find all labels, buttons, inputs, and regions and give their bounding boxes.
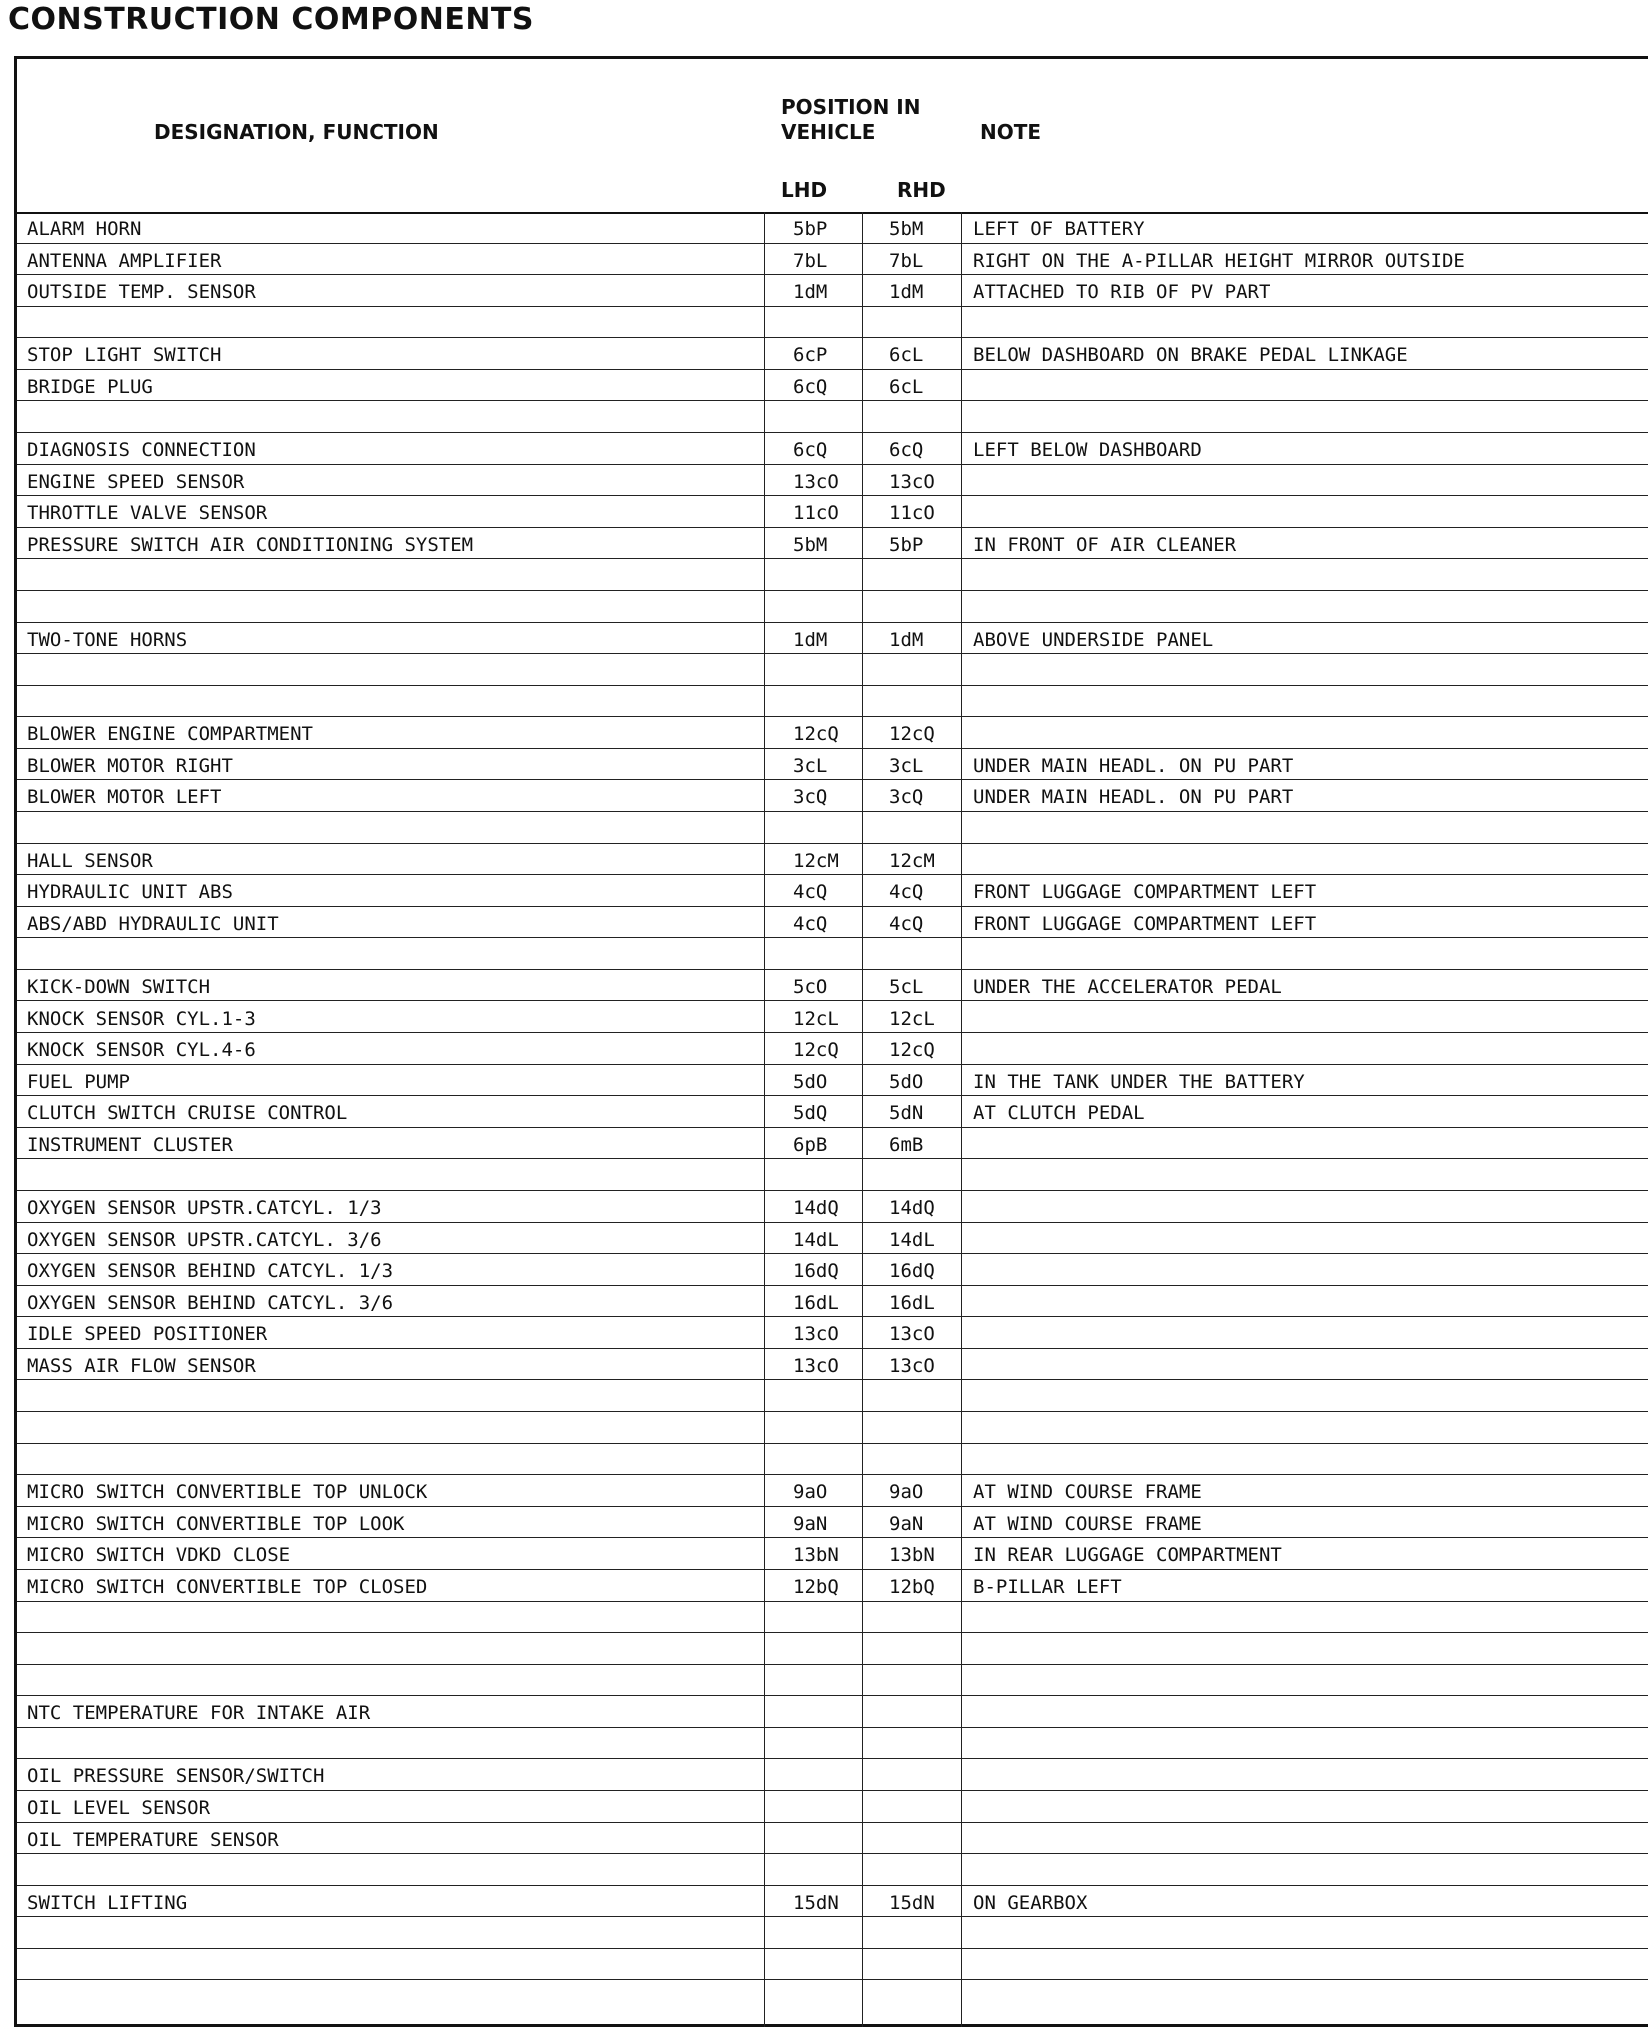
header-position-line2: VEHICLE	[781, 120, 876, 144]
lhd-position: 9aO	[793, 1481, 828, 1504]
component-note	[973, 1949, 1643, 1980]
component-name: BRIDGE PLUG	[27, 375, 153, 398]
table-row	[17, 1791, 1648, 1823]
component-note	[973, 307, 1643, 338]
component-note	[973, 1349, 1643, 1380]
rhd-position: 3cQ	[889, 786, 924, 809]
column-divider-rhd	[862, 212, 863, 2027]
component-name	[27, 686, 767, 717]
table-row	[17, 907, 1648, 939]
lhd-position: 12bQ	[793, 1575, 839, 1598]
component-note: FRONT LUGGAGE COMPARTMENT LEFT	[973, 912, 1317, 935]
rhd-position: 12cM	[889, 849, 935, 872]
lhd-position	[793, 1159, 883, 1190]
component-note	[973, 1380, 1643, 1411]
lhd-position	[793, 401, 883, 432]
table-row	[17, 1696, 1648, 1728]
lhd-position	[793, 1854, 883, 1885]
component-note: UNDER MAIN HEADL. ON PU PART	[973, 754, 1294, 777]
component-note	[973, 1159, 1643, 1190]
component-name: IDLE SPEED POSITIONER	[27, 1323, 268, 1346]
lhd-position	[793, 1728, 883, 1759]
header-designation: DESIGNATION, FUNCTION	[154, 120, 439, 144]
table-row	[17, 1002, 1648, 1034]
lhd-position	[793, 1633, 883, 1664]
lhd-position: 1dM	[793, 281, 828, 304]
table-row	[17, 559, 1648, 591]
rhd-position	[889, 401, 979, 432]
table-row	[17, 1665, 1648, 1697]
rhd-position: 1dM	[889, 628, 924, 651]
lhd-position: 13bN	[793, 1544, 839, 1567]
component-note: ATTACHED TO RIB OF PV PART	[973, 281, 1271, 304]
table-row	[17, 749, 1648, 781]
header-position-line1: POSITION IN	[781, 95, 921, 119]
component-name: KICK-DOWN SWITCH	[27, 975, 211, 998]
component-note: LEFT OF BATTERY	[973, 218, 1145, 240]
rhd-position: 14dL	[889, 1228, 935, 1251]
component-name: OIL LEVEL SENSOR	[27, 1797, 211, 1819]
table-row	[17, 970, 1648, 1002]
table-row	[17, 1759, 1648, 1791]
table-row	[17, 275, 1648, 307]
component-note	[973, 1317, 1643, 1348]
component-name: MASS AIR FLOW SENSOR	[27, 1354, 256, 1377]
rhd-position: 7bL	[889, 249, 924, 272]
component-name	[27, 938, 767, 969]
rhd-position: 14dQ	[889, 1196, 935, 1219]
component-note	[973, 370, 1643, 401]
table-row	[17, 1602, 1648, 1634]
component-note	[973, 1002, 1643, 1033]
rhd-position: 6mB	[889, 1133, 924, 1156]
lhd-position	[793, 938, 883, 969]
component-name: KNOCK SENSOR CYL.1-3	[27, 1007, 256, 1030]
rhd-position: 4cQ	[889, 881, 924, 904]
component-note	[973, 559, 1643, 590]
component-name: KNOCK SENSOR CYL.4-6	[27, 1039, 256, 1062]
component-note	[973, 1791, 1643, 1822]
lhd-position	[793, 559, 883, 590]
lhd-position	[793, 1823, 883, 1854]
rhd-position	[889, 559, 979, 590]
table-row	[17, 338, 1648, 370]
lhd-position	[793, 1380, 883, 1411]
component-note	[973, 1602, 1643, 1633]
rhd-position	[889, 1728, 979, 1759]
table-row	[17, 1159, 1648, 1191]
lhd-position: 5cO	[793, 975, 828, 998]
lhd-position: 14dQ	[793, 1196, 839, 1219]
table-row	[17, 717, 1648, 749]
table-row	[17, 1254, 1648, 1286]
component-note	[973, 1412, 1643, 1443]
component-name: OXYGEN SENSOR UPSTR.CATCYL. 1/3	[27, 1196, 382, 1219]
table-row	[17, 1538, 1648, 1570]
component-note: ON GEARBOX	[973, 1891, 1088, 1914]
rhd-position	[889, 1665, 979, 1696]
rhd-position	[889, 1696, 979, 1727]
component-name: NTC TEMPERATURE FOR INTAKE AIR	[27, 1702, 371, 1725]
component-name	[27, 1159, 767, 1190]
lhd-position	[793, 654, 883, 685]
table-row	[17, 1286, 1648, 1318]
component-name: CLUTCH SWITCH CRUISE CONTROL	[27, 1102, 348, 1125]
rhd-position	[889, 1159, 979, 1190]
lhd-position: 9aN	[793, 1512, 828, 1535]
rhd-position	[889, 1823, 979, 1854]
rhd-position: 5dN	[889, 1102, 924, 1125]
table-row	[17, 780, 1648, 812]
component-note	[973, 1633, 1643, 1664]
lhd-position: 15dN	[793, 1891, 839, 1914]
rhd-position: 6cL	[889, 344, 924, 367]
lhd-position	[793, 1759, 883, 1790]
table-row	[17, 528, 1648, 560]
component-note	[973, 686, 1643, 717]
component-name: OUTSIDE TEMP. SENSOR	[27, 281, 256, 304]
table-row	[17, 623, 1648, 655]
rhd-position	[889, 1380, 979, 1411]
component-name	[27, 1917, 767, 1948]
component-note: IN REAR LUGGAGE COMPARTMENT	[973, 1544, 1282, 1567]
component-name: BLOWER ENGINE COMPARTMENT	[27, 723, 313, 746]
component-name: ABS/ABD HYDRAULIC UNIT	[27, 912, 279, 935]
lhd-position: 3cQ	[793, 786, 828, 809]
component-note	[973, 1223, 1643, 1254]
component-note	[973, 1286, 1643, 1317]
component-name: OXYGEN SENSOR UPSTR.CATCYL. 3/6	[27, 1228, 382, 1251]
lhd-position: 13cO	[793, 470, 839, 493]
rhd-position: 3cL	[889, 754, 924, 777]
rhd-position	[889, 1917, 979, 1948]
component-note	[973, 1917, 1643, 1948]
component-note	[973, 496, 1643, 527]
component-note	[973, 591, 1643, 622]
component-note: IN THE TANK UNDER THE BATTERY	[973, 1070, 1305, 1093]
lhd-position: 5dQ	[793, 1102, 828, 1125]
component-name: SWITCH LIFTING	[27, 1891, 188, 1914]
rhd-position: 6cL	[889, 375, 924, 398]
component-name	[27, 1602, 767, 1633]
table-row	[17, 875, 1648, 907]
table-row	[17, 1317, 1648, 1349]
component-note	[973, 812, 1643, 843]
component-name	[27, 1412, 767, 1443]
rhd-position	[889, 307, 979, 338]
rhd-position: 6cQ	[889, 439, 924, 462]
table-row	[17, 654, 1648, 686]
rhd-position	[889, 591, 979, 622]
lhd-position	[793, 1665, 883, 1696]
table-row	[17, 1728, 1648, 1760]
component-note	[973, 1696, 1643, 1727]
column-divider-note	[961, 212, 962, 2027]
component-note	[973, 1665, 1643, 1696]
rhd-position: 16dQ	[889, 1260, 935, 1283]
table-row	[17, 1917, 1648, 1949]
lhd-position: 16dQ	[793, 1260, 839, 1283]
table-row	[17, 1349, 1648, 1381]
components-table	[14, 56, 1648, 2027]
lhd-position: 5bM	[793, 533, 828, 556]
rhd-position: 5cL	[889, 975, 924, 998]
component-note: UNDER THE ACCELERATOR PEDAL	[973, 975, 1282, 998]
lhd-position: 12cL	[793, 1007, 839, 1030]
component-note	[973, 654, 1643, 685]
rhd-position: 9aO	[889, 1481, 924, 1504]
rhd-position: 11cO	[889, 502, 935, 525]
component-name	[27, 812, 767, 843]
component-note	[973, 717, 1643, 748]
lhd-position: 6pB	[793, 1133, 828, 1156]
lhd-position: 3cL	[793, 754, 828, 777]
component-name: STOP LIGHT SWITCH	[27, 344, 222, 367]
rhd-position	[889, 686, 979, 717]
component-name: OIL PRESSURE SENSOR/SWITCH	[27, 1765, 325, 1788]
component-name: OXYGEN SENSOR BEHIND CATCYL. 3/6	[27, 1291, 394, 1314]
rhd-position: 12bQ	[889, 1575, 935, 1598]
table-row	[17, 686, 1648, 718]
lhd-position	[793, 1412, 883, 1443]
table-row	[17, 591, 1648, 623]
component-name	[27, 401, 767, 432]
lhd-position	[793, 812, 883, 843]
rhd-position: 5dO	[889, 1070, 924, 1093]
table-row	[17, 244, 1648, 276]
header-rhd: RHD	[897, 178, 946, 202]
lhd-position: 5dO	[793, 1070, 828, 1093]
component-name	[27, 1854, 767, 1885]
column-divider-lhd	[764, 212, 765, 2027]
lhd-position: 12cQ	[793, 1039, 839, 1062]
lhd-position: 6cQ	[793, 375, 828, 398]
lhd-position: 6cQ	[793, 439, 828, 462]
table-row	[17, 1444, 1648, 1476]
component-note: LEFT BELOW DASHBOARD	[973, 439, 1202, 462]
component-name: PRESSURE SWITCH AIR CONDITIONING SYSTEM	[27, 533, 474, 556]
lhd-position	[793, 307, 883, 338]
rhd-position: 12cQ	[889, 723, 935, 746]
table-row	[17, 1823, 1648, 1855]
document-title: CONSTRUCTION COMPONENTS	[8, 2, 534, 37]
lhd-position: 7bL	[793, 249, 828, 272]
component-note	[973, 1728, 1643, 1759]
rhd-position: 5bP	[889, 533, 924, 556]
component-name: MICRO SWITCH CONVERTIBLE TOP CLOSED	[27, 1575, 428, 1598]
lhd-position	[793, 1696, 883, 1727]
rhd-position: 12cQ	[889, 1039, 935, 1062]
lhd-position	[793, 686, 883, 717]
lhd-position: 4cQ	[793, 881, 828, 904]
component-name	[27, 1380, 767, 1411]
table-row	[17, 1633, 1648, 1665]
lhd-position: 1dM	[793, 628, 828, 651]
rhd-position: 4cQ	[889, 912, 924, 935]
lhd-position: 11cO	[793, 502, 839, 525]
component-name	[27, 1633, 767, 1664]
table-row	[17, 212, 1648, 244]
lhd-position: 5bP	[793, 218, 828, 240]
component-note: BELOW DASHBOARD ON BRAKE PEDAL LINKAGE	[973, 344, 1408, 367]
table-row	[17, 938, 1648, 970]
lhd-position	[793, 1917, 883, 1948]
component-note: AT CLUTCH PEDAL	[973, 1102, 1145, 1125]
component-note: B-PILLAR LEFT	[973, 1575, 1122, 1598]
table-row	[17, 465, 1648, 497]
table-row	[17, 1507, 1648, 1539]
table-row	[17, 1886, 1648, 1918]
lhd-position	[793, 1791, 883, 1822]
rhd-position: 1dM	[889, 281, 924, 304]
component-note: AT WIND COURSE FRAME	[973, 1512, 1202, 1535]
rhd-position: 13cO	[889, 1354, 935, 1377]
table-row	[17, 1191, 1648, 1223]
table-row	[17, 1096, 1648, 1128]
component-name: FUEL PUMP	[27, 1070, 130, 1093]
component-note	[973, 1033, 1643, 1064]
component-note: AT WIND COURSE FRAME	[973, 1481, 1202, 1504]
rhd-position: 12cL	[889, 1007, 935, 1030]
table-row	[17, 307, 1648, 339]
table-row	[17, 812, 1648, 844]
component-note	[973, 1854, 1643, 1885]
component-note: IN FRONT OF AIR CLEANER	[973, 533, 1237, 556]
component-note: FRONT LUGGAGE COMPARTMENT LEFT	[973, 881, 1317, 904]
component-name: ANTENNA AMPLIFIER	[27, 249, 222, 272]
component-note	[973, 1444, 1643, 1475]
table-row	[17, 433, 1648, 465]
rhd-position	[889, 1602, 979, 1633]
rhd-position	[889, 1759, 979, 1790]
component-name	[27, 1665, 767, 1696]
component-name	[27, 1444, 767, 1475]
table-row	[17, 1065, 1648, 1097]
rhd-position: 13cO	[889, 1323, 935, 1346]
component-note	[973, 1191, 1643, 1222]
lhd-position: 12cQ	[793, 723, 839, 746]
table-row	[17, 1223, 1648, 1255]
rhd-position: 5bM	[889, 218, 924, 240]
rhd-position	[889, 1791, 979, 1822]
component-note: ABOVE UNDERSIDE PANEL	[973, 628, 1214, 651]
lhd-position	[793, 1602, 883, 1633]
component-name: TWO-TONE HORNS	[27, 628, 188, 651]
header-lhd: LHD	[781, 178, 828, 202]
table-row	[17, 1570, 1648, 1602]
component-note	[973, 401, 1643, 432]
component-name	[27, 654, 767, 685]
component-note: UNDER MAIN HEADL. ON PU PART	[973, 786, 1294, 809]
table-row	[17, 844, 1648, 876]
component-name	[27, 559, 767, 590]
rhd-position: 15dN	[889, 1891, 935, 1914]
lhd-position	[793, 1949, 883, 1980]
table-row	[17, 401, 1648, 433]
rhd-position	[889, 1949, 979, 1980]
component-name: INSTRUMENT CLUSTER	[27, 1133, 233, 1156]
table-row	[17, 1854, 1648, 1886]
lhd-position: 12cM	[793, 849, 839, 872]
rhd-position	[889, 1633, 979, 1664]
component-name: THROTTLE VALVE SENSOR	[27, 502, 268, 525]
table-row	[17, 1033, 1648, 1065]
table-row	[17, 1949, 1648, 1981]
component-note	[973, 938, 1643, 969]
component-name: HYDRAULIC UNIT ABS	[27, 881, 233, 904]
component-name: ALARM HORN	[27, 218, 142, 240]
lhd-position: 4cQ	[793, 912, 828, 935]
rhd-position	[889, 654, 979, 685]
component-note: RIGHT ON THE A-PILLAR HEIGHT MIRROR OUTSIDE	[973, 249, 1465, 272]
component-name	[27, 1728, 767, 1759]
component-name	[27, 307, 767, 338]
component-note	[973, 465, 1643, 496]
component-name: BLOWER MOTOR RIGHT	[27, 754, 233, 777]
lhd-position: 6cP	[793, 344, 828, 367]
rhd-position	[889, 1854, 979, 1885]
lhd-position: 16dL	[793, 1291, 839, 1314]
component-note	[973, 1128, 1643, 1159]
component-name	[27, 591, 767, 622]
rhd-position: 9aN	[889, 1512, 924, 1535]
component-note	[973, 1759, 1643, 1790]
rhd-position: 13bN	[889, 1544, 935, 1567]
component-name: MICRO SWITCH CONVERTIBLE TOP UNLOCK	[27, 1481, 428, 1504]
rhd-position	[889, 938, 979, 969]
component-note	[973, 844, 1643, 875]
component-name: OXYGEN SENSOR BEHIND CATCYL. 1/3	[27, 1260, 394, 1283]
rhd-position: 13cO	[889, 470, 935, 493]
component-name: BLOWER MOTOR LEFT	[27, 786, 222, 809]
component-name	[27, 1949, 767, 1980]
header-note: NOTE	[980, 120, 1042, 144]
component-note	[973, 1823, 1643, 1854]
table-row	[17, 1128, 1648, 1160]
rhd-position	[889, 1412, 979, 1443]
component-name: HALL SENSOR	[27, 849, 153, 872]
rhd-position	[889, 1444, 979, 1475]
component-name: ENGINE SPEED SENSOR	[27, 470, 245, 493]
component-note	[973, 1254, 1643, 1285]
table-row	[17, 1380, 1648, 1412]
table-row	[17, 1412, 1648, 1444]
component-name: MICRO SWITCH VDKD CLOSE	[27, 1544, 291, 1567]
rhd-position: 16dL	[889, 1291, 935, 1314]
table-row	[17, 370, 1648, 402]
component-name: MICRO SWITCH CONVERTIBLE TOP LOOK	[27, 1512, 405, 1535]
lhd-position	[793, 591, 883, 622]
lhd-position: 13cO	[793, 1323, 839, 1346]
table-row	[17, 496, 1648, 528]
rhd-position	[889, 812, 979, 843]
lhd-position: 14dL	[793, 1228, 839, 1251]
table-row	[17, 1475, 1648, 1507]
component-name: DIAGNOSIS CONNECTION	[27, 439, 256, 462]
component-name: OIL TEMPERATURE SENSOR	[27, 1828, 279, 1851]
lhd-position	[793, 1444, 883, 1475]
lhd-position: 13cO	[793, 1354, 839, 1377]
